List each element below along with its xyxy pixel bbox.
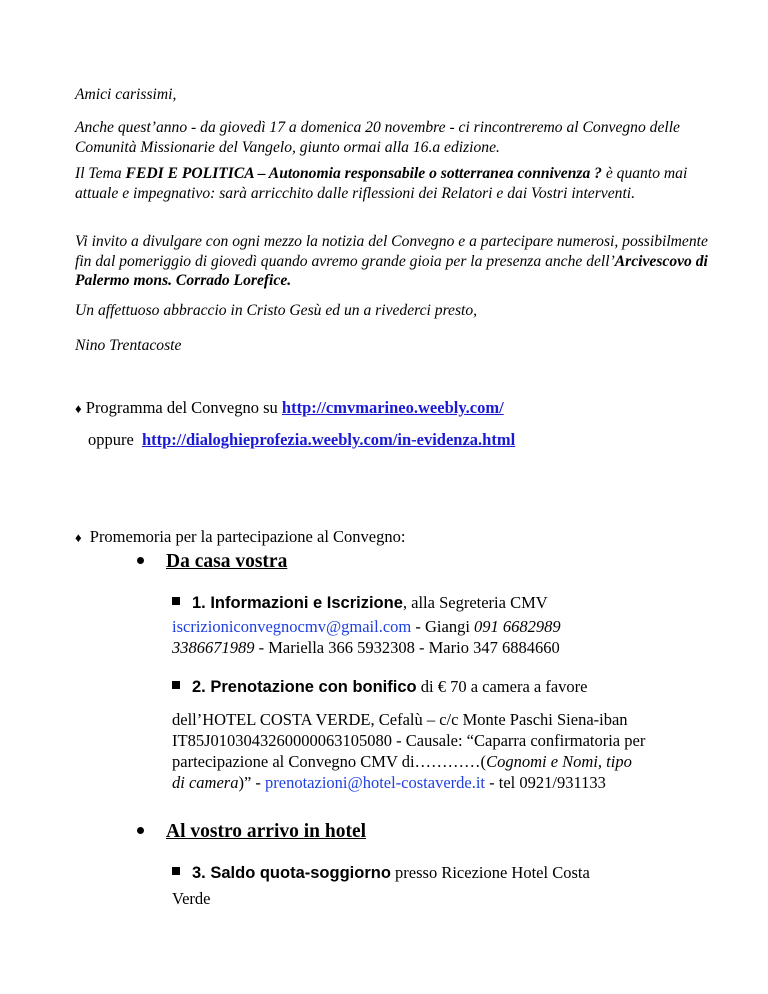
prenotazioni-email[interactable]: prenotazioni@hotel-costaverde.it bbox=[265, 773, 486, 792]
causale-names-hint: Cognomi e Nomi, tipo bbox=[486, 752, 632, 771]
promemoria-label: Promemoria per la partecipazione al Convegno: bbox=[89, 527, 406, 546]
iscrizioni-email[interactable]: iscrizioniconvegnocmv@gmail.com bbox=[172, 617, 412, 636]
section-hotel-heading: Al vostro arrivo in hotel bbox=[166, 821, 367, 842]
phone-giangi-mobile: 3386671989 bbox=[172, 638, 255, 657]
square-bullet-icon bbox=[172, 597, 180, 605]
programma-alt-line bbox=[88, 430, 515, 451]
archbishop-name: Arcivescovo di Palermo mons. Corrado Lorefice. bbox=[75, 252, 708, 289]
causale-close: )” - bbox=[238, 773, 266, 792]
item-informazioni-title-line bbox=[172, 593, 548, 614]
item-prenotazione-line4 bbox=[172, 752, 632, 773]
item-prenotazione-after: di € 70 a camera a favore bbox=[416, 677, 588, 696]
circle-bullet-icon bbox=[137, 827, 144, 834]
circle-bullet-icon bbox=[137, 557, 144, 564]
invite-text: Vi invito a divulgare con ogni mezzo la notizia del Convegno e a partecipare numerosi, possibilmente fin dal pomeriggio di giovedì quando avremo grande gioia per la presenza anche dell’ bbox=[75, 233, 708, 270]
oppure-label: oppure bbox=[88, 430, 134, 449]
item-saldo-line2: Verde bbox=[172, 889, 211, 908]
item-prenotazione-line5 bbox=[172, 773, 606, 794]
diamond-bullet-icon: ♦ bbox=[75, 530, 82, 545]
theme-prefix: Il Tema bbox=[75, 165, 126, 182]
programma-label: Programma del Convegno su bbox=[85, 398, 278, 417]
section-casa-header bbox=[137, 551, 287, 573]
item-prenotazione-title-line bbox=[172, 677, 587, 698]
item-saldo-title: 3. Saldo quota-soggiorno bbox=[192, 864, 391, 882]
theme-suffix: è quanto mai attuale e impegnativo: sarà arricchito dalle riflessioni dei Relatori e dai Vostri interventi. bbox=[75, 165, 688, 202]
contact-giangi-label: - Giangi bbox=[411, 617, 475, 636]
item-saldo-after: presso Ricezione Hotel Costa bbox=[390, 863, 590, 882]
programma-link-dialoghieprofezia[interactable]: http://dialoghieprofezia.weebly.com/in-evidenza.html bbox=[141, 430, 516, 449]
signature: Nino Trentacoste bbox=[75, 337, 182, 354]
section-hotel-header bbox=[137, 821, 366, 843]
paragraph-intro: Anche quest’anno - da giovedì 17 a domenica 20 novembre - ci rincontreremo al Convegno delle Comunità Missionarie del Vangelo, giunto ormai alla 16.a edizione. bbox=[75, 119, 680, 156]
item-informazioni-line3 bbox=[172, 638, 560, 659]
paragraph-invite bbox=[75, 232, 715, 291]
hotel-phone: - tel 0921/931133 bbox=[485, 773, 606, 792]
programma-line bbox=[75, 398, 504, 420]
item-informazioni-after: , alla Segreteria CMV bbox=[402, 593, 548, 612]
section-casa-heading: Da casa vostra bbox=[166, 551, 288, 572]
item-prenotazione-line2: dell’HOTEL COSTA VERDE, Cefalù – c/c Monte Paschi Siena-iban bbox=[172, 710, 628, 729]
square-bullet-icon bbox=[172, 867, 180, 875]
paragraph-closing: Un affettuoso abbraccio in Cristo Gesù ed un a rivederci presto, bbox=[75, 302, 478, 319]
programma-link-cmvmarineo[interactable]: http://cmvmarineo.weebly.com/ bbox=[281, 398, 504, 417]
square-bullet-icon bbox=[172, 681, 180, 689]
theme-title: FEDI E POLITICA – Autonomia responsabile o sotterranea connivenza ? bbox=[125, 165, 602, 182]
item-informazioni-line2 bbox=[172, 617, 561, 638]
causale-room-hint: di camera bbox=[172, 773, 239, 792]
diamond-bullet-icon: ♦ bbox=[75, 401, 82, 416]
item-informazioni-title: 1. Informazioni e Iscrizione bbox=[192, 594, 403, 612]
paragraph-theme bbox=[75, 164, 715, 203]
promemoria-line bbox=[75, 527, 405, 549]
causale-text: partecipazione al Convegno CMV di…………( bbox=[172, 752, 487, 771]
item-prenotazione-title: 2. Prenotazione con bonifico bbox=[192, 678, 417, 696]
contacts-mariella-mario: - Mariella 366 5932308 - Mario 347 6884660 bbox=[254, 638, 560, 657]
greeting: Amici carissimi, bbox=[75, 86, 177, 103]
phone-giangi-landline: 091 6682989 bbox=[474, 617, 561, 636]
item-prenotazione-line3: IT85J0103043260000063105080 - Causale: “Caparra confirmatoria per bbox=[172, 731, 646, 750]
item-saldo-title-line bbox=[172, 863, 590, 884]
